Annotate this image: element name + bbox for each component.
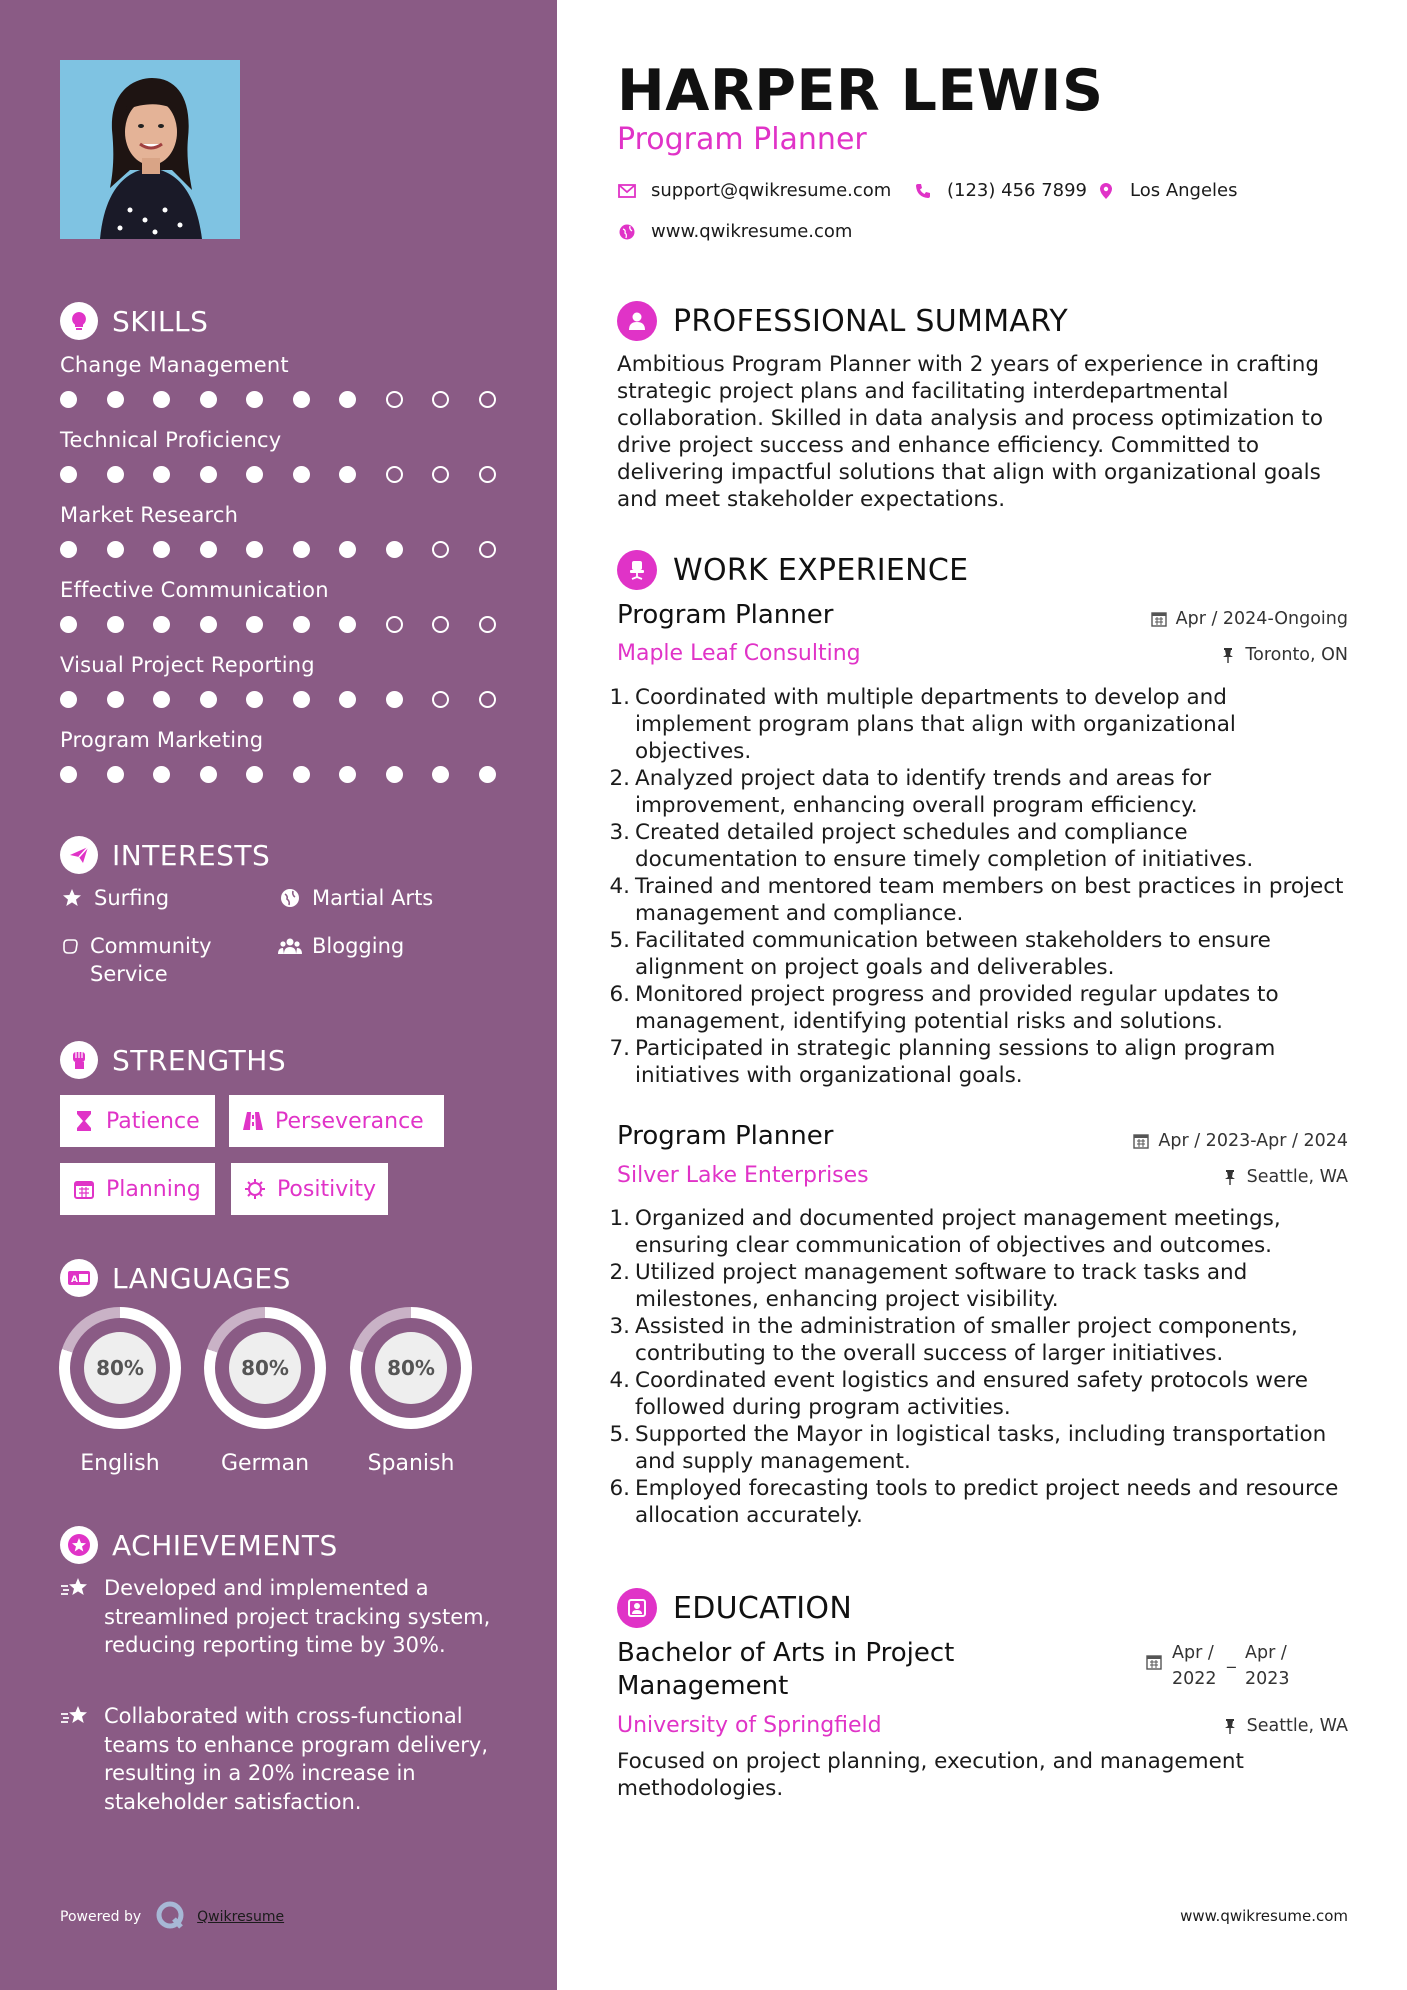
duty-item: 6. Employed forecasting tools to predict project needs and resource allocation accurately. bbox=[609, 1476, 1339, 1528]
rating-dot-filled bbox=[153, 691, 170, 708]
skill-rating bbox=[60, 691, 525, 708]
rating-dot-filled bbox=[339, 691, 356, 708]
contact-email[interactable]: support@qwikresume.com bbox=[617, 180, 891, 201]
calendar-icon bbox=[1132, 1132, 1150, 1150]
duty-item: 4. Coordinated event logistics and ensured safety protocols were followed during program activities. bbox=[609, 1368, 1308, 1420]
hand-icon bbox=[60, 932, 80, 960]
skill-name: Program Marketing bbox=[60, 728, 264, 752]
rating-dot-filled bbox=[246, 391, 263, 408]
award-star-icon bbox=[60, 1526, 98, 1564]
achievement-item: Developed and implemented a streamlined project tracking system, reducing reporting time by 30%. bbox=[60, 1574, 505, 1660]
contact-website[interactable]: www.qwikresume.com bbox=[617, 221, 852, 242]
rating-dot-filled bbox=[200, 541, 217, 558]
duty-item: 7. Participated in strategic planning sessions to align program initiatives with organizational goals. bbox=[609, 1036, 1276, 1088]
skill-rating bbox=[60, 391, 525, 408]
rating-dot-filled bbox=[153, 541, 170, 558]
company-name: Silver Lake Enterprises bbox=[617, 1163, 869, 1188]
duty-item: 1. Organized and documented project management meetings, ensuring clear communication of objectives and outcomes. bbox=[609, 1206, 1281, 1258]
rating-dot-filled bbox=[246, 616, 263, 633]
rating-dot-filled bbox=[107, 616, 124, 633]
language-icon bbox=[60, 1259, 98, 1297]
duty-item: 5. Supported the Mayor in logistical tasks, including transportation and supply management. bbox=[609, 1422, 1327, 1474]
education-dates: Apr / 2022 _ Apr / 2023 bbox=[1146, 1640, 1300, 1692]
job-title: Program Planner bbox=[617, 1121, 834, 1151]
rating-dot-filled bbox=[432, 766, 449, 783]
rating-dot-filled bbox=[107, 691, 124, 708]
skill-name: Technical Proficiency bbox=[60, 428, 282, 452]
job-duties bbox=[608, 1205, 1348, 1529]
users-icon bbox=[278, 932, 302, 960]
rating-dot-filled bbox=[293, 616, 310, 633]
candidate-title: Program Planner bbox=[617, 122, 867, 157]
rating-dot-filled bbox=[246, 466, 263, 483]
duty-item: 4. Trained and mentored team members on best practices in project management and compliance. bbox=[609, 874, 1344, 926]
hourglass-icon bbox=[72, 1109, 96, 1133]
strengths-heading: STRENGTHS bbox=[60, 1040, 286, 1080]
paper-plane-icon bbox=[60, 836, 98, 874]
skills-heading: SKILLS bbox=[60, 301, 208, 341]
degree-title: Bachelor of Arts in Project Management bbox=[617, 1638, 955, 1701]
rating-dot-filled bbox=[200, 691, 217, 708]
language-item: 80% English bbox=[59, 1307, 181, 1476]
interests-heading: INTERESTS bbox=[60, 835, 270, 875]
contact-location: Los Angeles bbox=[1096, 180, 1238, 201]
rating-dot-filled bbox=[293, 541, 310, 558]
rating-dot-filled bbox=[200, 391, 217, 408]
rating-dot-empty bbox=[432, 391, 449, 408]
rating-dot-empty bbox=[432, 691, 449, 708]
language-progress-ring: 80% bbox=[350, 1307, 472, 1429]
rating-dot-filled bbox=[107, 466, 124, 483]
rating-dot-empty bbox=[432, 616, 449, 633]
rating-dot-filled bbox=[386, 691, 403, 708]
duty-item: 3. Created detailed project schedules and compliance documentation to ensure timely completion of initiatives. bbox=[609, 820, 1254, 872]
language-item: 80% Spanish bbox=[350, 1307, 472, 1476]
rating-dot-filled bbox=[60, 541, 77, 558]
phone-icon bbox=[913, 181, 933, 201]
rating-dot-filled bbox=[153, 766, 170, 783]
strength-tag: Patience bbox=[60, 1095, 215, 1147]
skill-rating bbox=[60, 541, 525, 558]
pushpin-icon bbox=[1221, 1717, 1239, 1735]
pushpin-icon bbox=[1221, 1168, 1239, 1186]
rating-dot-filled bbox=[60, 616, 77, 633]
language-progress-ring: 80% bbox=[59, 1307, 181, 1429]
pushpin-icon bbox=[1219, 646, 1237, 664]
education-description: Focused on project planning, execution, and management methodologies. bbox=[617, 1749, 1244, 1801]
rating-dot-empty bbox=[432, 541, 449, 558]
rating-dot-empty bbox=[386, 466, 403, 483]
shooting-star-icon bbox=[60, 1574, 94, 1602]
svg-text:A: A bbox=[71, 1275, 78, 1285]
job-dates: Apr / 2024-Ongoing bbox=[1150, 609, 1348, 629]
languages-heading: A LANGUAGES bbox=[60, 1258, 291, 1298]
lightbulb-icon bbox=[60, 302, 98, 340]
achievements-heading: ACHIEVEMENTS bbox=[60, 1525, 338, 1565]
user-icon bbox=[617, 301, 657, 341]
powered-by: Powered by Qwikresume bbox=[60, 1900, 284, 1934]
strength-tag: Perseverance bbox=[229, 1095, 444, 1147]
skill-rating bbox=[60, 616, 525, 633]
duty-item: 2. Analyzed project data to identify trends and areas for improvement, enhancing overall program efficiency. bbox=[609, 766, 1212, 818]
contact-phone[interactable]: (123) 456 7899 bbox=[913, 180, 1087, 201]
rating-dot-filled bbox=[60, 691, 77, 708]
skill-rating bbox=[60, 766, 525, 783]
rating-dot-filled bbox=[200, 766, 217, 783]
school-name: University of Springfield bbox=[617, 1713, 882, 1738]
rating-dot-empty bbox=[386, 616, 403, 633]
interest-item: Community Service bbox=[60, 932, 260, 988]
shooting-star-icon bbox=[60, 1702, 94, 1730]
skill-name: Effective Communication bbox=[60, 578, 329, 602]
rating-dot-filled bbox=[153, 391, 170, 408]
rating-dot-filled bbox=[60, 391, 77, 408]
job-title: Program Planner bbox=[617, 600, 834, 630]
rating-dot-empty bbox=[479, 616, 496, 633]
skill-name: Visual Project Reporting bbox=[60, 653, 315, 677]
candidate-name: HARPER LEWIS bbox=[617, 58, 1104, 124]
calendar-icon bbox=[1146, 1654, 1164, 1672]
company-name: Maple Leaf Consulting bbox=[617, 641, 861, 666]
graduation-icon bbox=[617, 1588, 657, 1628]
rating-dot-empty bbox=[479, 391, 496, 408]
envelope-icon bbox=[617, 181, 637, 201]
rating-dot-filled bbox=[339, 616, 356, 633]
rating-dot-filled bbox=[293, 391, 310, 408]
job-duties bbox=[608, 684, 1348, 1089]
calendar-icon bbox=[72, 1177, 96, 1201]
qwikresume-link[interactable]: Qwikresume bbox=[197, 1909, 285, 1925]
sun-icon bbox=[243, 1177, 267, 1201]
rating-dot-filled bbox=[153, 616, 170, 633]
rating-dot-filled bbox=[339, 766, 356, 783]
skill-name: Market Research bbox=[60, 503, 239, 527]
interest-item: Martial Arts bbox=[278, 884, 433, 912]
rating-dot-filled bbox=[153, 466, 170, 483]
language-item: 80% German bbox=[204, 1307, 326, 1476]
skill-rating bbox=[60, 466, 525, 483]
rating-dot-filled bbox=[107, 391, 124, 408]
education-heading: EDUCATION bbox=[617, 1588, 852, 1628]
sidebar bbox=[0, 0, 557, 1990]
rating-dot-filled bbox=[293, 466, 310, 483]
summary-text: Ambitious Program Planner with 2 years of experience in crafting strategic project plans and facilitating interdepartmental collaboration. Skilled in data analysis and process optimization to drive project success and enhance efficiency. Committed to delivering impactful solutions that align with organizational goals and meet stakeholder expectations. bbox=[617, 352, 1323, 512]
rating-dot-filled bbox=[479, 766, 496, 783]
duty-item: 6. Monitored project progress and provided regular updates to management, identifying potential risks and solutions. bbox=[609, 982, 1279, 1034]
rating-dot-filled bbox=[293, 691, 310, 708]
summary-heading: PROFESSIONAL SUMMARY bbox=[617, 301, 1068, 341]
rating-dot-empty bbox=[386, 391, 403, 408]
job-location: Seattle, WA bbox=[1221, 1167, 1348, 1187]
strength-tag: Positivity bbox=[231, 1163, 388, 1215]
rating-dot-filled bbox=[200, 616, 217, 633]
rating-dot-filled bbox=[60, 466, 77, 483]
duty-item: 2. Utilized project management software to track tasks and milestones, enhancing project visibility. bbox=[609, 1260, 1248, 1312]
rating-dot-empty bbox=[479, 691, 496, 708]
duty-item: 5. Facilitated communication between stakeholders to ensure alignment on project goals and deliverables. bbox=[609, 928, 1271, 980]
qwikresume-logo-icon bbox=[155, 1900, 185, 1934]
globe-icon bbox=[278, 884, 302, 912]
rating-dot-filled bbox=[293, 766, 310, 783]
rating-dot-filled bbox=[339, 466, 356, 483]
profile-photo bbox=[60, 60, 240, 239]
globe-icon bbox=[617, 222, 637, 242]
duty-item: 3. Assisted in the administration of smaller project components, contributing to the overall success of larger initiatives. bbox=[609, 1314, 1298, 1366]
work-heading: WORK EXPERIENCE bbox=[617, 550, 968, 590]
job-location: Toronto, ON bbox=[1219, 645, 1348, 665]
rating-dot-filled bbox=[107, 766, 124, 783]
interest-item: Surfing bbox=[60, 884, 169, 912]
education-location: Seattle, WA bbox=[1221, 1716, 1348, 1736]
rating-dot-filled bbox=[339, 391, 356, 408]
language-progress-ring: 80% bbox=[204, 1307, 326, 1429]
duty-item: 1. Coordinated with multiple departments to develop and implement program plans that align with organizational objectives. bbox=[609, 685, 1236, 764]
road-icon bbox=[241, 1109, 265, 1133]
achievement-item: Collaborated with cross-functional teams to enhance program delivery, resulting in a 20% increase in stakeholder satisfaction. bbox=[60, 1702, 505, 1816]
rating-dot-filled bbox=[107, 541, 124, 558]
skill-name: Change Management bbox=[60, 353, 289, 377]
rating-dot-empty bbox=[432, 466, 449, 483]
calendar-icon bbox=[1150, 610, 1168, 628]
rating-dot-empty bbox=[479, 541, 496, 558]
rating-dot-filled bbox=[200, 466, 217, 483]
rating-dot-filled bbox=[246, 691, 263, 708]
rating-dot-filled bbox=[60, 766, 77, 783]
rating-dot-filled bbox=[339, 541, 356, 558]
rating-dot-filled bbox=[386, 541, 403, 558]
star-icon bbox=[60, 884, 84, 912]
map-pin-icon bbox=[1096, 181, 1116, 201]
rating-dot-filled bbox=[246, 541, 263, 558]
strength-tag: Planning bbox=[60, 1163, 215, 1215]
interest-item: Blogging bbox=[278, 932, 404, 960]
footer-website-link[interactable]: www.qwikresume.com bbox=[1180, 1907, 1348, 1925]
office-chair-icon bbox=[617, 550, 657, 590]
rating-dot-filled bbox=[246, 766, 263, 783]
rating-dot-empty bbox=[479, 466, 496, 483]
rating-dot-filled bbox=[386, 766, 403, 783]
fist-icon bbox=[60, 1041, 98, 1079]
job-dates: Apr / 2023-Apr / 2024 bbox=[1132, 1131, 1348, 1151]
